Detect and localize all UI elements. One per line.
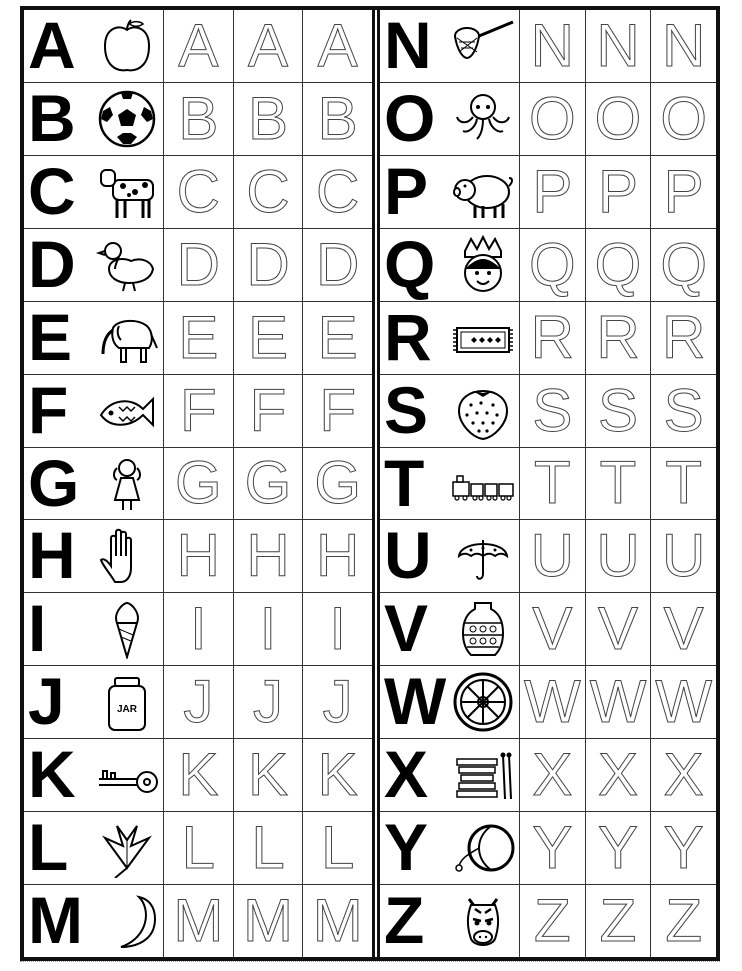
letter-row-f — [24, 375, 372, 448]
letter-row-a — [24, 10, 372, 83]
xylophone-icon — [451, 745, 515, 805]
trace-cell — [651, 520, 716, 592]
dotted-trace-letter: G — [314, 449, 362, 517]
dotted-trace-letter: E — [247, 303, 289, 371]
dotted-trace-letter: D — [176, 230, 220, 298]
letter-picture-cell — [380, 10, 520, 82]
trace-cell — [303, 520, 372, 592]
ice-cream-icon — [95, 599, 159, 659]
letter-picture-cell — [380, 812, 520, 884]
dotted-trace-letter: R — [662, 303, 706, 371]
dotted-trace-letter: U — [530, 522, 574, 590]
trace-cell — [164, 10, 234, 82]
letter-picture-cell — [24, 520, 164, 592]
trace-cell — [303, 812, 372, 884]
dotted-trace-letter: F — [319, 376, 356, 444]
letter-row-n — [380, 10, 716, 83]
trace-cell — [164, 448, 234, 520]
dotted-trace-letter: N — [662, 11, 706, 79]
dotted-trace-letter: Y — [663, 814, 704, 882]
letter-picture-cell — [24, 83, 164, 155]
trace-cell — [651, 229, 716, 301]
trace-cell — [164, 812, 234, 884]
trace-cell — [586, 10, 652, 82]
dotted-trace-letter: K — [247, 741, 289, 809]
dotted-trace-letter: H — [316, 522, 360, 590]
trace-cell — [303, 666, 372, 738]
dotted-trace-letter: Z — [665, 887, 702, 955]
big-letter: R — [384, 301, 432, 374]
fish-icon — [95, 381, 159, 441]
dotted-trace-letter: P — [532, 157, 573, 225]
letter-picture-cell — [380, 593, 520, 665]
dotted-trace-letter: N — [596, 11, 640, 79]
hand-icon — [95, 526, 159, 586]
letter-picture-cell — [380, 666, 520, 738]
trace-cell — [520, 885, 586, 957]
dotted-trace-letter: V — [663, 595, 704, 663]
trace-cell — [234, 812, 304, 884]
trace-cell — [234, 448, 304, 520]
apple-icon — [95, 16, 159, 76]
dotted-trace-letter: V — [532, 595, 573, 663]
letter-picture-cell — [24, 885, 164, 957]
big-letter: C — [28, 155, 76, 228]
trace-cell — [234, 156, 304, 228]
rug-icon — [451, 308, 515, 368]
letter-picture-cell — [24, 156, 164, 228]
big-letter: Q — [384, 228, 436, 301]
trace-cell — [520, 156, 586, 228]
queen-icon — [451, 235, 515, 295]
wheel-icon — [451, 672, 515, 732]
trace-cell — [520, 520, 586, 592]
letter-row-m — [24, 885, 372, 957]
letter-picture-cell — [24, 812, 164, 884]
trace-cell — [586, 666, 652, 738]
dotted-trace-letter: I — [259, 595, 277, 663]
trace-cell — [651, 375, 716, 447]
big-letter: T — [384, 447, 425, 520]
letter-picture-cell — [380, 229, 520, 301]
letter-row-e — [24, 302, 372, 375]
octopus-icon — [451, 89, 515, 149]
yoyo-icon — [451, 818, 515, 878]
trace-cell — [651, 156, 716, 228]
letter-row-x — [380, 739, 716, 812]
trace-cell — [586, 156, 652, 228]
big-letter: Z — [384, 885, 425, 957]
trace-cell — [520, 229, 586, 301]
trace-cell — [234, 520, 304, 592]
letter-picture-cell — [380, 448, 520, 520]
dotted-trace-letter: Y — [597, 814, 639, 882]
trace-cell — [520, 83, 586, 155]
trace-cell — [651, 10, 716, 82]
trace-cell — [586, 83, 652, 155]
letter-row-j — [24, 666, 372, 739]
letter-row-y — [380, 812, 716, 885]
key-icon — [95, 745, 159, 805]
letter-picture-cell — [380, 302, 520, 374]
trace-cell — [303, 156, 372, 228]
letter-row-g — [24, 448, 372, 521]
elephant-icon — [95, 308, 159, 368]
big-letter: H — [28, 520, 76, 593]
letter-row-p — [380, 156, 716, 229]
trace-cell — [586, 302, 652, 374]
trace-cell — [520, 302, 586, 374]
jar-icon — [95, 672, 159, 732]
trace-cell — [234, 739, 304, 811]
trace-cell — [651, 593, 716, 665]
letter-row-c — [24, 156, 372, 229]
big-letter: F — [28, 374, 69, 447]
trace-cell — [234, 10, 304, 82]
letter-picture-cell — [380, 739, 520, 811]
dotted-trace-letter: O — [529, 84, 576, 152]
big-letter: W — [384, 666, 447, 739]
letter-picture-cell — [24, 10, 164, 82]
dotted-trace-letter: H — [246, 522, 290, 590]
dotted-trace-letter: H — [176, 522, 220, 590]
dotted-trace-letter: N — [530, 11, 574, 79]
zebra-icon — [451, 891, 515, 951]
letter-row-b — [24, 83, 372, 156]
trace-cell — [586, 593, 652, 665]
dotted-trace-letter: X — [532, 741, 573, 809]
big-letter: B — [28, 82, 76, 155]
trace-cell — [586, 448, 652, 520]
dotted-trace-letter: Q — [529, 230, 576, 298]
big-letter: Y — [384, 812, 429, 885]
dotted-trace-letter: T — [534, 449, 571, 517]
trace-cell — [164, 593, 234, 665]
trace-cell — [520, 10, 586, 82]
dotted-trace-letter: T — [665, 449, 702, 517]
big-letter: U — [384, 520, 432, 593]
trace-cell — [303, 375, 372, 447]
dotted-trace-letter: Z — [534, 887, 571, 955]
big-letter: G — [28, 447, 80, 520]
letter-picture-cell — [24, 666, 164, 738]
dotted-trace-letter: J — [253, 668, 283, 736]
trace-cell — [303, 448, 372, 520]
letter-row-t — [380, 448, 716, 521]
trace-cell — [651, 739, 716, 811]
dotted-trace-letter: W — [655, 668, 712, 736]
letter-row-i — [24, 593, 372, 666]
big-letter: K — [28, 739, 76, 812]
dotted-trace-letter: G — [244, 449, 292, 517]
duck-icon — [95, 235, 159, 295]
dotted-trace-letter: D — [316, 230, 360, 298]
letter-picture-cell — [380, 520, 520, 592]
letter-picture-cell — [380, 156, 520, 228]
letter-picture-cell — [24, 229, 164, 301]
dotted-trace-letter: X — [663, 741, 704, 809]
dotted-trace-letter: Z — [599, 887, 637, 955]
dotted-trace-letter: M — [173, 887, 224, 955]
net-icon — [451, 16, 515, 76]
big-letter: M — [28, 885, 83, 957]
right-column-n-to-z — [377, 10, 716, 957]
letter-row-z — [380, 885, 716, 957]
soccer-ball-icon — [95, 89, 159, 149]
trace-cell — [164, 666, 234, 738]
dotted-trace-letter: R — [596, 303, 640, 371]
trace-cell — [520, 812, 586, 884]
big-letter: L — [28, 812, 69, 885]
dotted-trace-letter: P — [597, 157, 639, 225]
trace-cell — [234, 83, 304, 155]
dotted-trace-letter: I — [329, 595, 347, 663]
dotted-trace-letter: R — [530, 303, 574, 371]
letter-row-r — [380, 302, 716, 375]
dotted-trace-letter: I — [190, 595, 207, 663]
trace-cell — [586, 375, 652, 447]
dotted-trace-letter: A — [178, 11, 219, 79]
big-letter: V — [384, 593, 429, 666]
big-letter: E — [28, 301, 73, 374]
letter-row-s — [380, 375, 716, 448]
trace-cell — [303, 229, 372, 301]
big-letter: P — [384, 155, 429, 228]
dotted-trace-letter: J — [183, 668, 214, 736]
trace-cell — [164, 229, 234, 301]
trace-cell — [303, 83, 372, 155]
trace-cell — [651, 83, 716, 155]
trace-cell — [651, 302, 716, 374]
letter-row-l — [24, 812, 372, 885]
trace-cell — [651, 448, 716, 520]
trace-cell — [586, 812, 652, 884]
big-letter: S — [384, 374, 429, 447]
dotted-trace-letter: D — [246, 230, 290, 298]
dotted-trace-letter: M — [312, 887, 363, 955]
big-letter: J — [28, 666, 65, 739]
big-letter: O — [384, 82, 436, 155]
dotted-trace-letter: Q — [594, 230, 642, 298]
letter-row-d — [24, 229, 372, 302]
letter-picture-cell — [24, 739, 164, 811]
big-letter: N — [384, 10, 432, 82]
girl-icon — [95, 454, 159, 514]
moon-icon — [95, 891, 159, 951]
trace-cell — [164, 83, 234, 155]
letter-row-w — [380, 666, 716, 739]
dotted-trace-letter: A — [247, 11, 289, 79]
letter-picture-cell — [380, 375, 520, 447]
dotted-trace-letter: L — [320, 814, 355, 882]
trace-cell — [234, 593, 304, 665]
trace-cell — [651, 812, 716, 884]
dotted-trace-letter: S — [663, 376, 704, 444]
dotted-trace-letter: G — [175, 449, 222, 517]
dotted-trace-letter: O — [594, 84, 642, 152]
dotted-trace-letter: K — [317, 741, 358, 809]
trace-cell — [234, 229, 304, 301]
trace-cell — [520, 448, 586, 520]
trace-cell — [303, 593, 372, 665]
letter-picture-cell — [24, 448, 164, 520]
strawberry-icon — [451, 381, 515, 441]
dotted-trace-letter: S — [597, 376, 639, 444]
trace-cell — [234, 375, 304, 447]
dotted-trace-letter: Q — [660, 230, 708, 298]
dotted-trace-letter: C — [176, 157, 220, 225]
trace-cell — [164, 302, 234, 374]
trace-cell — [520, 375, 586, 447]
trace-cell — [586, 229, 652, 301]
trace-cell — [520, 593, 586, 665]
dotted-trace-letter: A — [317, 11, 358, 79]
trace-cell — [303, 10, 372, 82]
umbrella-icon — [451, 526, 515, 586]
dotted-trace-letter: C — [316, 157, 360, 225]
letter-picture-cell — [380, 885, 520, 957]
trace-cell — [586, 885, 652, 957]
dotted-trace-letter: C — [246, 157, 290, 225]
cow-icon — [95, 162, 159, 222]
left-column-a-to-m — [24, 10, 375, 957]
tracing-worksheet — [20, 6, 720, 961]
dotted-trace-letter: K — [178, 741, 219, 809]
trace-cell — [303, 302, 372, 374]
dotted-trace-letter: B — [178, 84, 219, 152]
dotted-trace-letter: X — [597, 741, 639, 809]
letter-row-u — [380, 520, 716, 593]
trace-cell — [234, 885, 304, 957]
leaf-icon — [95, 818, 159, 878]
dotted-trace-letter: J — [322, 668, 353, 736]
dotted-trace-letter: E — [178, 303, 219, 371]
dotted-trace-letter: E — [317, 303, 358, 371]
trace-cell — [164, 885, 234, 957]
trace-cell — [303, 885, 372, 957]
letter-picture-cell — [24, 593, 164, 665]
pig-icon — [451, 162, 515, 222]
dotted-trace-letter: U — [662, 522, 706, 590]
jar-label: JAR — [116, 704, 138, 716]
dotted-trace-letter: S — [532, 376, 573, 444]
dotted-trace-letter: B — [247, 84, 289, 152]
dotted-trace-letter: U — [596, 522, 640, 590]
big-letter: A — [28, 10, 76, 82]
vase-icon — [451, 599, 515, 659]
dotted-trace-letter: T — [599, 449, 637, 517]
letter-row-q — [380, 229, 716, 302]
trace-cell — [303, 739, 372, 811]
big-letter: I — [28, 593, 47, 666]
trace-cell — [586, 739, 652, 811]
dotted-trace-letter: F — [180, 376, 217, 444]
trace-cell — [164, 520, 234, 592]
dotted-trace-letter: P — [663, 157, 704, 225]
trace-cell — [520, 666, 586, 738]
letter-picture-cell — [380, 83, 520, 155]
trace-cell — [234, 302, 304, 374]
train-icon — [451, 454, 515, 514]
letter-picture-cell — [24, 375, 164, 447]
dotted-trace-letter: L — [251, 814, 285, 882]
big-letter: X — [384, 739, 429, 812]
dotted-trace-letter: M — [243, 887, 293, 955]
trace-cell — [164, 375, 234, 447]
trace-cell — [164, 156, 234, 228]
dotted-trace-letter: Y — [532, 814, 573, 882]
dotted-trace-letter: W — [589, 668, 647, 736]
trace-cell — [164, 739, 234, 811]
trace-cell — [234, 666, 304, 738]
big-letter: D — [28, 228, 76, 301]
dotted-trace-letter: L — [181, 814, 216, 882]
letter-row-h — [24, 520, 372, 593]
dotted-trace-letter: F — [249, 376, 287, 444]
trace-cell — [586, 520, 652, 592]
letter-row-o — [380, 83, 716, 156]
letter-row-k — [24, 739, 372, 812]
trace-cell — [520, 739, 586, 811]
letter-picture-cell — [24, 302, 164, 374]
dotted-trace-letter: V — [597, 595, 639, 663]
trace-cell — [651, 885, 716, 957]
dotted-trace-letter: O — [660, 84, 708, 152]
trace-cell — [651, 666, 716, 738]
dotted-trace-letter: W — [524, 668, 581, 736]
dotted-trace-letter: B — [317, 84, 358, 152]
letter-row-v — [380, 593, 716, 666]
